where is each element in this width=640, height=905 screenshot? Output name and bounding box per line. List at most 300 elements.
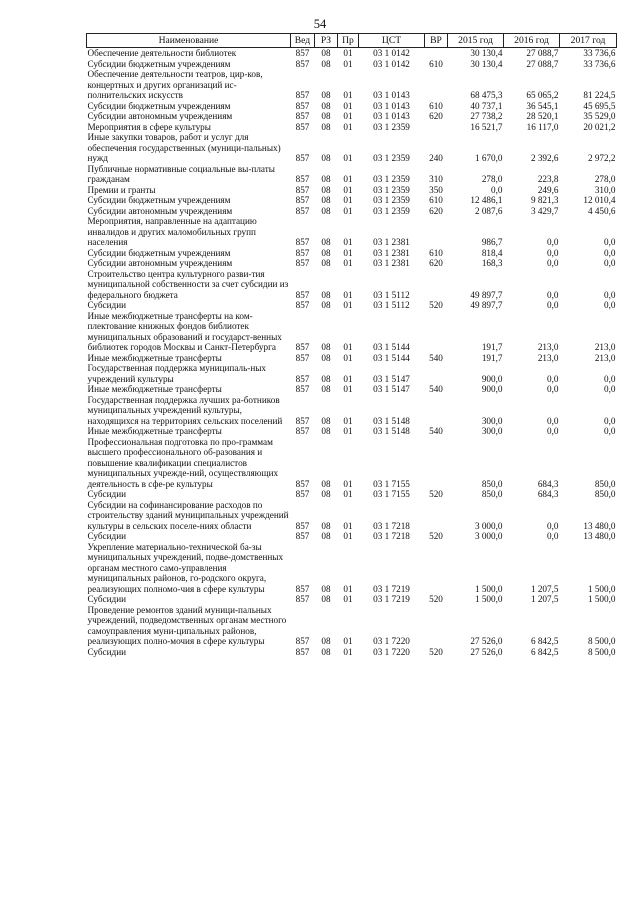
amount-2017-cell: 2 972,2 — [587, 153, 616, 163]
amount-2015-cell: 168,3 — [481, 258, 503, 268]
amount-2017-cell: 8 500,0 — [587, 636, 616, 646]
row-name-cell: Публичные нормативные социальные вы-платы гражданам — [87, 163, 275, 184]
column-header: РЗ — [315, 34, 338, 48]
amount-2016-cell: 0,0 — [547, 373, 559, 384]
rz-cell: 08 — [321, 342, 331, 352]
amount-2016-cell: 213,0 — [537, 342, 559, 352]
amount-2017-cell: 13 480,0 — [583, 531, 616, 541]
ved-cell: 857 — [295, 342, 310, 352]
pr-cell: 01 — [343, 594, 353, 604]
pr-cell: 01 — [343, 342, 353, 352]
ved-cell: 857 — [295, 153, 310, 163]
amount-2016-cell: 16 117,0 — [526, 121, 559, 132]
rz-cell: 08 — [321, 237, 331, 247]
amount-2016-cell: 223,8 — [537, 174, 559, 184]
amount-2016-cell: 0,0 — [547, 520, 559, 531]
amount-2016-cell: 684,3 — [537, 489, 559, 499]
cst-cell: 03 1 2381 — [373, 247, 410, 258]
vr-cell — [425, 500, 448, 532]
amount-2015-cell: 278,0 — [481, 174, 503, 184]
ved-cell: 857 — [295, 646, 310, 657]
table-row — [87, 164, 617, 185]
vr-cell — [425, 48, 448, 59]
row-name-cell: Субсидии бюджетным учреждениям — [87, 195, 231, 205]
row-name-cell: Субсидии на софинансирование расходов по строительству зданий муниципальных учреждений культуры в сельских поселе-ниях области — [87, 499, 289, 531]
amount-2016-cell: 684,3 — [537, 478, 559, 489]
amount-2016-cell: 213,0 — [537, 352, 559, 363]
amount-2017-cell: 213,0 — [594, 342, 616, 352]
rz-cell: 08 — [321, 300, 331, 310]
cst-cell: 03 1 5148 — [373, 426, 410, 436]
amount-2017-cell: 35 529,0 — [583, 111, 616, 121]
row-name-cell: Субсидии автономным учреждениям — [87, 111, 233, 121]
vr-cell: 520 — [429, 531, 443, 541]
rz-cell: 08 — [321, 478, 331, 489]
rz-cell: 08 — [321, 174, 331, 184]
vr-cell — [425, 216, 448, 248]
rz-cell: 08 — [321, 646, 331, 657]
amount-2017-cell: 20 021,2 — [583, 121, 616, 132]
row-name-cell: Иные межбюджетные трансферты — [87, 384, 222, 394]
cst-cell: 03 1 7220 — [373, 636, 410, 646]
rz-cell: 08 — [321, 583, 331, 594]
ved-cell: 857 — [295, 426, 310, 436]
vr-cell — [425, 605, 448, 647]
amount-2016-cell: 6 842,5 — [530, 636, 559, 646]
row-name-cell: Субсидии — [87, 646, 127, 657]
amount-2015-cell: 1 500,0 — [474, 583, 503, 594]
column-header: ВР — [425, 34, 448, 48]
amount-2017-cell: 0,0 — [604, 415, 616, 426]
pr-cell: 01 — [343, 121, 353, 132]
ved-cell: 857 — [295, 594, 310, 604]
row-name-cell: Профессиональная подготовка по про-граммам высшего профессионального об-разования и повышение квалификации специалистов муниципальных учрежде-ний, осуществляющих деятельность в сфе-ре культуры — [87, 436, 279, 489]
rz-cell: 08 — [321, 48, 331, 58]
rz-cell: 08 — [321, 184, 331, 195]
rz-cell: 08 — [321, 100, 331, 111]
pr-cell: 01 — [343, 489, 353, 499]
ved-cell: 857 — [295, 90, 310, 100]
cst-cell: 03 1 2359 — [373, 184, 410, 195]
row-name-cell: Укрепление материально-технической ба-зы муниципальных учреждений, подве-домственных органам местного само-управления муниципальных районов, го-родского округа, реализующих полномо-чия в сфере культуры — [87, 541, 284, 594]
amount-2015-cell: 2 087,6 — [474, 205, 503, 216]
amount-2017-cell: 0,0 — [604, 289, 616, 300]
rz-cell: 08 — [321, 289, 331, 300]
rz-cell: 08 — [321, 121, 331, 132]
pr-cell: 01 — [343, 195, 353, 205]
row-name-cell: Государственная поддержка муниципаль-ных учреждений культуры — [87, 363, 267, 384]
amount-2016-cell: 0,0 — [547, 531, 559, 541]
amount-2017-cell: 310,0 — [594, 184, 616, 195]
vr-cell — [425, 122, 448, 133]
cst-cell: 03 1 5144 — [373, 352, 410, 363]
amount-2015-cell: 191,7 — [481, 342, 503, 352]
amount-2016-cell: 36 545,1 — [526, 100, 559, 111]
header-row — [87, 34, 617, 48]
table-row — [87, 363, 617, 384]
budget-table — [86, 33, 617, 657]
ved-cell: 857 — [295, 174, 310, 184]
amount-2016-cell: 27 088,7 — [526, 48, 559, 58]
amount-2017-cell: 0,0 — [604, 300, 616, 310]
vr-cell: 540 — [429, 384, 443, 394]
pr-cell: 01 — [343, 174, 353, 184]
rz-cell: 08 — [321, 90, 331, 100]
pr-cell: 01 — [343, 90, 353, 100]
cst-cell: 03 1 0143 — [373, 111, 410, 121]
amount-2017-cell: 278,0 — [594, 174, 616, 184]
table-row — [87, 647, 617, 658]
vr-cell — [425, 437, 448, 490]
row-name-cell: Мероприятия, направленные на адаптацию инвалидов и других маломобильных групп населения — [87, 216, 257, 247]
cst-cell: 03 1 7218 — [373, 531, 410, 541]
pr-cell: 01 — [343, 373, 353, 384]
rz-cell: 08 — [321, 258, 331, 268]
row-name-cell: Государственная поддержка лучших ра-ботников муниципальных учреждений культуры, находящихся на территориях сельских поселений — [87, 394, 283, 426]
ved-cell: 857 — [295, 384, 310, 394]
pr-cell: 01 — [343, 205, 353, 216]
amount-2015-cell: 900,0 — [481, 384, 503, 394]
vr-cell: 520 — [429, 489, 443, 499]
pr-cell: 01 — [343, 646, 353, 657]
rz-cell: 08 — [321, 489, 331, 499]
cst-cell: 03 1 5147 — [373, 373, 410, 384]
cst-cell: 03 1 7219 — [373, 583, 410, 594]
pr-cell: 01 — [343, 247, 353, 258]
amount-2017-cell: 0,0 — [604, 373, 616, 384]
table-row — [87, 185, 617, 196]
ved-cell: 857 — [295, 100, 310, 111]
ved-cell: 857 — [295, 247, 310, 258]
row-name-cell: Иные закупки товаров, работ и услуг для обеспечения государственных (муници-пальных) нужд — [87, 132, 281, 163]
amount-2015-cell: 49 897,7 — [470, 300, 503, 310]
amount-2017-cell: 12 010,4 — [583, 195, 616, 205]
rz-cell: 08 — [321, 58, 331, 69]
cst-cell: 03 1 7218 — [373, 520, 410, 531]
ved-cell: 857 — [295, 205, 310, 216]
vr-cell: 610 — [429, 247, 443, 258]
pr-cell: 01 — [343, 300, 353, 310]
column-header: 2017 год — [560, 34, 617, 48]
pr-cell: 01 — [343, 58, 353, 69]
pr-cell: 01 — [343, 48, 353, 58]
rz-cell: 08 — [321, 247, 331, 258]
vr-cell: 520 — [429, 300, 443, 310]
amount-2016-cell: 0,0 — [547, 289, 559, 300]
rz-cell: 08 — [321, 352, 331, 363]
ved-cell: 857 — [295, 489, 310, 499]
row-name-cell: Субсидии — [87, 489, 127, 499]
ved-cell: 857 — [295, 415, 310, 426]
cst-cell: 03 1 5112 — [373, 300, 410, 310]
table-row — [87, 258, 617, 269]
table-row — [87, 605, 617, 647]
cst-cell: 03 1 7220 — [373, 646, 410, 657]
table-row — [87, 195, 617, 206]
table-row — [87, 248, 617, 259]
rz-cell: 08 — [321, 195, 331, 205]
pr-cell: 01 — [343, 184, 353, 195]
rz-cell: 08 — [321, 426, 331, 436]
ved-cell: 857 — [295, 478, 310, 489]
cst-cell: 03 1 7155 — [373, 489, 410, 499]
row-name-cell: Субсидии бюджетным учреждениям — [87, 100, 231, 111]
amount-2016-cell: 3 429,7 — [530, 205, 559, 216]
amount-2015-cell: 900,0 — [481, 373, 503, 384]
amount-2016-cell: 1 207,5 — [530, 583, 559, 594]
amount-2016-cell: 0,0 — [547, 384, 559, 394]
cst-cell: 03 1 5148 — [373, 415, 410, 426]
pr-cell: 01 — [343, 583, 353, 594]
cst-cell: 03 1 5112 — [373, 289, 410, 300]
ved-cell: 857 — [295, 520, 310, 531]
cst-cell: 03 1 2359 — [373, 195, 410, 205]
table-row — [87, 311, 617, 353]
row-name-cell: Обеспечение деятельности библиотек — [87, 48, 237, 58]
row-name-cell: Мероприятия в сфере культуры — [87, 121, 211, 132]
rz-cell: 08 — [321, 531, 331, 541]
rz-cell: 08 — [321, 384, 331, 394]
ved-cell: 857 — [295, 373, 310, 384]
amount-2017-cell: 0,0 — [604, 258, 616, 268]
amount-2015-cell: 300,0 — [481, 415, 503, 426]
amount-2017-cell: 33 736,6 — [583, 58, 616, 69]
column-header: 2015 год — [448, 34, 504, 48]
table-row — [87, 353, 617, 364]
amount-2017-cell: 850,0 — [594, 489, 616, 499]
column-header: 2016 год — [504, 34, 560, 48]
table-row — [87, 132, 617, 164]
amount-2015-cell: 27 738,2 — [470, 111, 503, 121]
row-name-cell: Субсидии — [87, 300, 127, 310]
rz-cell: 08 — [321, 415, 331, 426]
row-name-cell: Субсидии автономным учреждениям — [87, 205, 233, 216]
vr-cell: 610 — [429, 195, 443, 205]
ved-cell: 857 — [295, 48, 310, 58]
row-name-cell: Иные межбюджетные трансферты — [87, 426, 222, 436]
column-header: Наименование — [87, 34, 291, 48]
amount-2017-cell: 213,0 — [594, 352, 616, 363]
amount-2017-cell: 0,0 — [604, 384, 616, 394]
rz-cell: 08 — [321, 636, 331, 646]
amount-2015-cell: 850,0 — [481, 478, 503, 489]
cst-cell: 03 1 0143 — [373, 100, 410, 111]
column-header: Вед — [291, 34, 315, 48]
table-row — [87, 48, 617, 59]
vr-cell — [425, 269, 448, 301]
cst-cell: 03 1 2359 — [373, 174, 410, 184]
amount-2017-cell: 1 500,0 — [587, 594, 616, 604]
vr-cell: 610 — [429, 100, 443, 111]
pr-cell: 01 — [343, 520, 353, 531]
cst-cell: 03 1 5147 — [373, 384, 410, 394]
amount-2015-cell: 68 475,3 — [470, 90, 503, 100]
ved-cell: 857 — [295, 636, 310, 646]
amount-2017-cell: 45 695,5 — [583, 100, 616, 111]
row-name-cell: Субсидии бюджетным учреждениям — [87, 247, 231, 258]
vr-cell — [425, 311, 448, 353]
cst-cell: 03 1 2381 — [373, 258, 410, 268]
row-name-cell: Иные межбюджетные трансферты на ком-плектование книжных фондов библиотек муниципальных образований и государст-венных библиотек городов Москвы и Санкт-Петербурга — [87, 310, 282, 352]
amount-2016-cell: 28 520,1 — [526, 111, 559, 121]
amount-2015-cell: 300,0 — [481, 426, 503, 436]
row-name-cell: Субсидии бюджетным учреждениям — [87, 58, 231, 69]
amount-2016-cell: 0,0 — [547, 415, 559, 426]
vr-cell: 310 — [429, 174, 443, 184]
cst-cell: 03 1 2359 — [373, 121, 410, 132]
table-row — [87, 216, 617, 248]
ved-cell: 857 — [295, 352, 310, 363]
table-row — [87, 426, 617, 437]
vr-cell: 540 — [429, 426, 443, 436]
pr-cell: 01 — [343, 426, 353, 436]
cst-cell: 03 1 0142 — [373, 48, 410, 58]
amount-2017-cell: 0,0 — [604, 426, 616, 436]
cst-cell: 03 1 5144 — [373, 342, 410, 352]
vr-cell — [425, 363, 448, 384]
row-name-cell: Премии и гранты — [87, 184, 156, 195]
amount-2016-cell: 0,0 — [547, 258, 559, 268]
row-name-cell: Строительство центра культурного разви-тия муниципальной собственности за счет субсидии из федерального бюджета — [87, 268, 289, 300]
table-row — [87, 69, 617, 101]
amount-2015-cell: 49 897,7 — [470, 289, 503, 300]
rz-cell: 08 — [321, 153, 331, 163]
amount-2015-cell: 30 130,4 — [470, 48, 503, 58]
amount-2017-cell: 33 736,6 — [583, 48, 616, 58]
amount-2016-cell: 0,0 — [547, 426, 559, 436]
amount-2015-cell: 27 526,0 — [470, 636, 503, 646]
amount-2016-cell: 6 842,5 — [530, 646, 559, 657]
page-number: 54 — [313, 17, 327, 31]
row-name-cell: Обеспечение деятельности театров, цир-ков, концертных и других организаций ис-полнительских искусств — [87, 69, 263, 100]
vr-cell: 610 — [429, 58, 443, 69]
vr-cell: 620 — [429, 258, 443, 268]
ved-cell: 857 — [295, 289, 310, 300]
pr-cell: 01 — [343, 258, 353, 268]
cst-cell: 03 1 0143 — [373, 90, 410, 100]
table-row — [87, 489, 617, 500]
cst-cell: 03 1 2359 — [373, 205, 410, 216]
amount-2016-cell: 0,0 — [547, 247, 559, 258]
vr-cell — [425, 395, 448, 427]
pr-cell: 01 — [343, 237, 353, 247]
table-row — [87, 111, 617, 122]
amount-2015-cell: 16 521,7 — [470, 121, 503, 132]
ved-cell: 857 — [295, 184, 310, 195]
ved-cell: 857 — [295, 121, 310, 132]
ved-cell: 857 — [295, 300, 310, 310]
ved-cell: 857 — [295, 583, 310, 594]
ved-cell: 857 — [295, 531, 310, 541]
amount-2015-cell: 3 000,0 — [474, 531, 503, 541]
pr-cell: 01 — [343, 289, 353, 300]
pr-cell: 01 — [343, 352, 353, 363]
pr-cell: 01 — [343, 111, 353, 121]
amount-2015-cell: 191,7 — [481, 352, 503, 363]
ved-cell: 857 — [295, 58, 310, 69]
column-header: Пр — [338, 34, 359, 48]
table-row — [87, 269, 617, 301]
table-row — [87, 300, 617, 311]
rz-cell: 08 — [321, 373, 331, 384]
rz-cell: 08 — [321, 205, 331, 216]
amount-2016-cell: 27 088,7 — [526, 58, 559, 69]
ved-cell: 857 — [295, 258, 310, 268]
table-row — [87, 206, 617, 217]
amount-2016-cell: 249,6 — [537, 184, 559, 195]
pr-cell: 01 — [343, 415, 353, 426]
row-name-cell: Проведение ремонтов зданий муници-пальных учреждений, подведомственных органам местного самоуправления муни-ципальных районов, реализующих полно-мочия в сфере культуры — [87, 604, 287, 646]
cst-cell: 03 1 7219 — [373, 594, 410, 604]
amount-2017-cell: 81 224,5 — [583, 90, 616, 100]
table-row — [87, 395, 617, 427]
amount-2015-cell: 986,7 — [481, 237, 503, 247]
row-name-cell: Иные межбюджетные трансферты — [87, 352, 222, 363]
amount-2017-cell: 8 500,0 — [587, 646, 616, 657]
amount-2015-cell: 3 000,0 — [474, 520, 503, 531]
amount-2017-cell: 1 500,0 — [587, 583, 616, 594]
amount-2015-cell: 1 670,0 — [474, 153, 503, 163]
cst-cell: 03 1 7155 — [373, 478, 410, 489]
amount-2015-cell: 0,0 — [491, 184, 503, 195]
vr-cell: 240 — [429, 153, 443, 163]
table-row — [87, 531, 617, 542]
amount-2017-cell: 850,0 — [594, 478, 616, 489]
column-header: ЦСТ — [359, 34, 425, 48]
cst-cell: 03 1 2359 — [373, 153, 410, 163]
vr-cell: 620 — [429, 205, 443, 216]
vr-cell — [425, 69, 448, 101]
ved-cell: 857 — [295, 237, 310, 247]
vr-cell: 540 — [429, 352, 443, 363]
rz-cell: 08 — [321, 520, 331, 531]
row-name-cell: Субсидии — [87, 594, 127, 604]
table-row — [87, 594, 617, 605]
pr-cell: 01 — [343, 478, 353, 489]
row-name-cell: Субсидии — [87, 531, 127, 541]
amount-2016-cell: 0,0 — [547, 300, 559, 310]
amount-2015-cell: 818,4 — [481, 247, 503, 258]
vr-cell: 620 — [429, 111, 443, 121]
ved-cell: 857 — [295, 195, 310, 205]
pr-cell: 01 — [343, 153, 353, 163]
pr-cell: 01 — [343, 100, 353, 111]
amount-2017-cell: 13 480,0 — [583, 520, 616, 531]
cst-cell: 03 1 2381 — [373, 237, 410, 247]
table-row — [87, 542, 617, 595]
amount-2015-cell: 30 130,4 — [470, 58, 503, 69]
amount-2016-cell: 65 065,2 — [526, 90, 559, 100]
ved-cell: 857 — [295, 111, 310, 121]
amount-2016-cell: 2 392,6 — [530, 153, 559, 163]
vr-cell — [425, 542, 448, 595]
cst-cell: 03 1 0142 — [373, 58, 410, 69]
pr-cell: 01 — [343, 636, 353, 646]
pr-cell: 01 — [343, 384, 353, 394]
pr-cell: 01 — [343, 531, 353, 541]
amount-2017-cell: 0,0 — [604, 237, 616, 247]
amount-2016-cell: 9 821,3 — [530, 195, 559, 205]
table-row — [87, 59, 617, 70]
amount-2015-cell: 1 500,0 — [474, 594, 503, 604]
amount-2015-cell: 850,0 — [481, 489, 503, 499]
amount-2015-cell: 40 737,1 — [470, 100, 503, 111]
table-row — [87, 101, 617, 112]
amount-2015-cell: 27 526,0 — [470, 646, 503, 657]
table-row — [87, 122, 617, 133]
amount-2015-cell: 12 486,1 — [470, 195, 503, 205]
vr-cell: 350 — [429, 184, 443, 195]
